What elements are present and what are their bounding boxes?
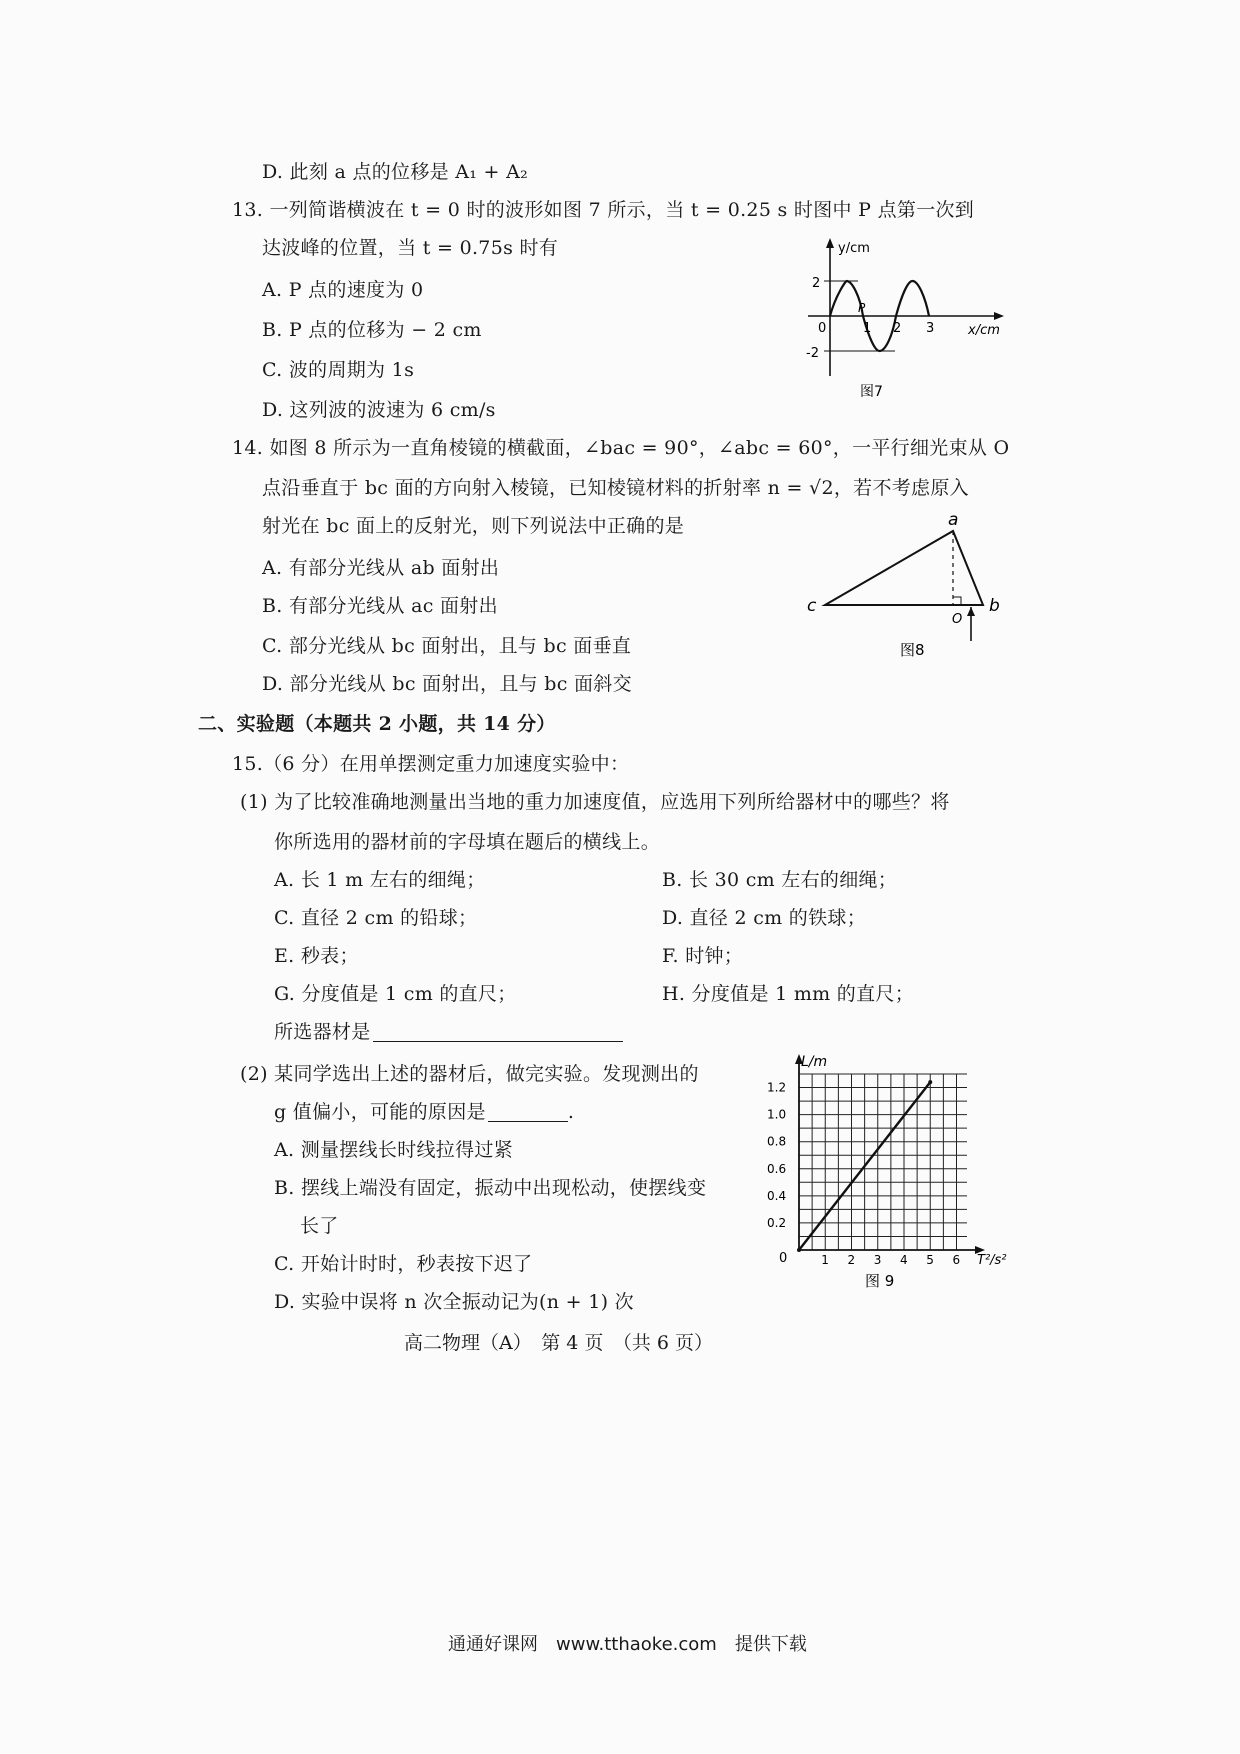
q15-part2-option-b-cont: 长了	[300, 1215, 339, 1237]
fig9-x-tick-label: 4	[900, 1253, 908, 1267]
fig9-y-tick-label: 0.8	[767, 1134, 787, 1149]
fig8-incident-arrow	[967, 607, 975, 616]
fig7-x-tick-2: 2	[893, 321, 902, 336]
fig9-data-point	[928, 1080, 932, 1084]
q15-part2-option-d: D. 实验中误将 n 次全振动记为(n + 1) 次	[274, 1291, 634, 1313]
q15-part2-question: g 值偏小，可能的原因是	[274, 1101, 486, 1123]
q15-material-d: D. 直径 2 cm 的铁球；	[662, 907, 867, 929]
q14-option-a: A. 有部分光线从 ab 面射出	[262, 557, 500, 579]
fig9-y-tick-label: 1.0	[767, 1107, 787, 1122]
q12-option-d: D. 此刻 a 点的位移是 A₁ + A₂	[262, 161, 529, 183]
figure-7-wave-graph	[800, 236, 1020, 406]
q13-option-b: B. P 点的位移为 − 2 cm	[262, 319, 482, 341]
fig8-label-b: b	[989, 596, 1000, 616]
fig9-y-tick-label: 0.6	[767, 1161, 787, 1176]
q15-part2-line1: (2) 某同学选出上述的器材后，做完实验。发现测出的	[240, 1063, 699, 1085]
fig7-y-axis-label: y/cm	[838, 241, 870, 256]
fig9-x-axis-label: T²/s²	[977, 1253, 1007, 1268]
q13-option-a: A. P 点的速度为 0	[262, 279, 424, 301]
q14-stem-line1: 14. 如图 8 所示为一直角棱镜的横截面，∠bac = 90°，∠abc = 60°，一平行细光束从 O	[232, 437, 1010, 459]
fig9-x-tick-label: 2	[847, 1253, 856, 1267]
q14-option-c: C. 部分光线从 bc 面射出，且与 bc 面垂直	[262, 635, 632, 657]
fig7-x-axis-label: x/cm	[968, 323, 1000, 338]
section-2-heading: 二、实验题（本题共 2 小题，共 14 分）	[198, 713, 556, 735]
fig9-origin-label: 0	[779, 1251, 788, 1266]
q14-option-d: D. 部分光线从 bc 面射出，且与 bc 面斜交	[262, 673, 632, 695]
site-footer: 通通好课网 www.tthaoke.com 提供下载	[448, 1634, 807, 1655]
q15-material-a: A. 长 1 m 左右的细绳；	[274, 869, 486, 891]
fig7-x-tick-3: 3	[926, 321, 935, 336]
fig7-x-arrow	[994, 312, 1004, 320]
fig8-label-a: a	[948, 515, 959, 530]
q15-material-h: H. 分度值是 1 mm 的直尺；	[662, 983, 914, 1005]
fig7-y-tick-neg2: -2	[806, 346, 819, 361]
fig8-caption: 图8	[900, 641, 925, 659]
fig7-origin-label: 0	[818, 321, 827, 336]
q14-option-b: B. 有部分光线从 ac 面射出	[262, 595, 498, 617]
q15-part2-option-c: C. 开始计时时，秒表按下迟了	[274, 1253, 533, 1275]
q15-selected-line	[274, 1020, 623, 1044]
q15-part2-option-b: B. 摆线上端没有固定，振动中出现松动，使摆线变	[274, 1177, 707, 1199]
fig9-caption: 图 9	[865, 1272, 895, 1290]
q15-material-c: C. 直径 2 cm 的铅球；	[274, 907, 478, 929]
q15-intro: 15.（6 分）在用单摆测定重力加速度实验中：	[232, 753, 630, 775]
figure-9-chart	[765, 1050, 1025, 1310]
q15-part1-line2: 你所选用的器材前的字母填在题后的横线上。	[274, 831, 661, 853]
figure-8-prism	[805, 515, 1015, 665]
q15-material-b: B. 长 30 cm 左右的细绳；	[662, 869, 898, 891]
fig9-x-tick-label: 5	[926, 1253, 934, 1267]
fig9-data-point	[797, 1248, 801, 1252]
fig8-label-o: O	[952, 612, 963, 627]
fig9-y-tick-label: 0.4	[767, 1188, 787, 1203]
fig8-prism-outline	[825, 531, 983, 605]
fig8-label-c: c	[807, 596, 817, 616]
fig7-y-tick-2: 2	[812, 276, 821, 291]
q15-material-e: E. 秒表；	[274, 945, 359, 967]
q15-material-f: F. 时钟；	[662, 945, 744, 967]
fig9-x-tick-label: 6	[952, 1253, 961, 1267]
fig7-caption: 图7	[860, 384, 883, 400]
q15-part2-line2: g 值偏小，可能的原因是 .	[274, 1101, 575, 1123]
fig9-grid	[799, 1074, 967, 1250]
fig9-x-tick-label: 3	[873, 1253, 882, 1267]
q15-selected-answer-blank[interactable]	[373, 1021, 623, 1042]
fig8-right-angle-mark	[953, 597, 961, 605]
q14-stem-line3: 射光在 bc 面上的反射光，则下列说法中正确的是	[262, 515, 685, 537]
fig7-x-tick-1: 1	[863, 321, 872, 336]
q15-part2-option-a: A. 测量摆线长时线拉得过紧	[274, 1139, 514, 1161]
fig9-ticks	[767, 1081, 960, 1267]
page-footer: 高二物理（A） 第 4 页 （共 6 页）	[404, 1332, 714, 1354]
fig7-point-p-label: P	[858, 301, 866, 315]
q15-part2-answer-blank[interactable]	[488, 1101, 568, 1122]
fig9-x-tick-label: 1	[821, 1253, 829, 1267]
q14-stem-line2: 点沿垂直于 bc 面的方向射入棱镜，已知棱镜材料的折射率 n = √2，若不考虑原入	[262, 477, 969, 499]
fig7-y-arrow	[826, 238, 834, 248]
fig9-y-axis-label: L/m	[801, 1054, 828, 1070]
q15-part1-line1: (1) 为了比较准确地测量出当地的重力加速度值，应选用下列所给器材中的哪些？将	[240, 791, 950, 813]
q13-stem-line1: 13. 一列简谐横波在 t = 0 时的波形如图 7 所示，当 t = 0.25 s 时图中 P 点第一次到	[232, 199, 975, 221]
q15-material-g: G. 分度值是 1 cm 的直尺；	[274, 983, 517, 1005]
q15-selected-label: 所选器材是	[274, 1021, 371, 1043]
q13-option-d: D. 这列波的波速为 6 cm/s	[262, 399, 496, 421]
q13-option-c: C. 波的周期为 1s	[262, 359, 415, 381]
fig9-y-tick-label: 0.2	[767, 1215, 787, 1230]
q13-stem-line2: 达波峰的位置，当 t = 0.75s 时有	[262, 237, 559, 259]
fig9-y-tick-label: 1.2	[767, 1080, 787, 1095]
